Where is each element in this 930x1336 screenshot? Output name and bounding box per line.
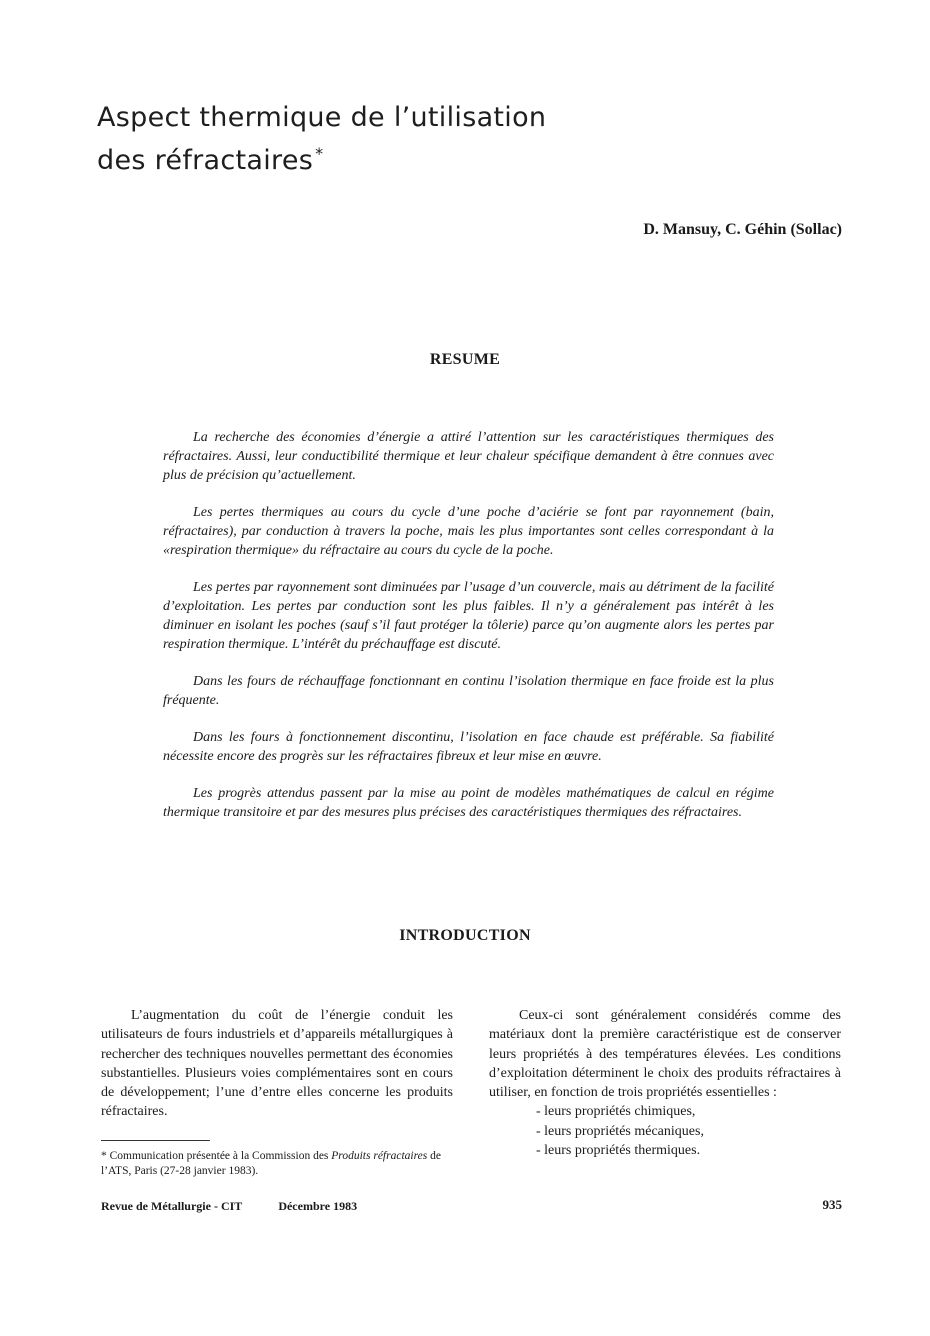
intro-right-paragraph: Ceux-ci sont généralement considérés comme des matériaux dont la première caractéristique est de conserver leurs propriétés à des températures élevées. Les conditions d’exploitation déterminent le choix des produits réfractaires à utiliser, en fonction de trois propriétés essentielles :	[489, 1008, 841, 1101]
journal-name: Revue de Métallurgie - CIT	[101, 1199, 243, 1213]
footnote	[101, 1149, 453, 1179]
abstract-paragraph: Les pertes par rayonnement sont diminuées par l’usage d’un couvercle, mais au détriment de la facilité d’exploitation. Les pertes par conduction sont les plus faibles. Il n’y a généralement pas intérêt à les diminuer en isolant les poches (sauf s’il faut protéger la tôlerie) parce qu’on augmente alors les pertes par respiration thermique. L’intérêt du préchauffage est discuté.	[163, 580, 774, 652]
issue-date: Décembre 1983	[278, 1199, 358, 1213]
intro-left-paragraph: L’augmentation du coût de l’énergie conduit les utilisateurs de fours industriels et d’appareils métallurgiques à rechercher des techniques nouvelles permettant des économies substantielles. Plusieurs voies complémentaires sont en cours de développement; l’une d’entre elles concerne les produits réfractaires.	[101, 1008, 453, 1120]
properties-list	[489, 1102, 841, 1160]
abstract-paragraph: La recherche des économies d’énergie a attiré l’attention sur les caractéristiques thermiques des réfractaires. Aussi, leur conductibilité thermique et leur chaleur spécifique demandent à être connues avec plus de précision qu’actuellement.	[163, 430, 774, 483]
list-item: - leurs propriétés chimiques,	[536, 1104, 696, 1120]
footnote-text-end: de l’ATS, Paris (27-28 janvier 1983).	[101, 1150, 441, 1177]
list-item: - leurs propriétés mécaniques,	[536, 1123, 704, 1139]
abstract-paragraph: Les pertes thermiques au cours du cycle d’une poche d’aciérie se font par rayonnement (bain, réfractaires), par conduction à travers la poche, mais les plus importantes sont celles correspondant à la «respiration thermique» du réfractaire au cours du cycle de la poche.	[163, 505, 774, 558]
abstract-paragraph: Dans les fours à fonctionnement discontinu, l’isolation en face chaude est préférable. Sa fiabilité nécessite encore des progrès sur les réfractaires fibreux et leur mise en œuvre.	[163, 730, 774, 764]
title-line-2-text: des réfractaires	[97, 145, 314, 176]
running-footer	[101, 1199, 357, 1214]
footnote-text: Communication présentée à la Commission des	[109, 1150, 329, 1162]
abstract-paragraph: Dans les fours de réchauffage fonctionnant en continu l’isolation thermique en face froide est la plus fréquente.	[163, 674, 774, 708]
title-footnote-marker: *	[315, 144, 324, 163]
page-number: 935	[822, 1197, 842, 1212]
title-line-2	[97, 136, 657, 179]
introduction-heading: INTRODUCTION	[399, 927, 531, 944]
intro-right-column	[489, 1006, 841, 1160]
list-item: - leurs propriétés thermiques.	[536, 1143, 701, 1159]
footnote-divider	[101, 1140, 210, 1141]
abstract-paragraph: Les progrès attendus passent par la mise au point de modèles mathématiques de calcul en régime thermique transitoire et par des mesures plus précises des caractéristiques thermiques des réfractaires.	[163, 786, 774, 820]
article-title	[97, 100, 657, 179]
authors: D. Mansuy, C. Géhin (Sollac)	[643, 221, 842, 238]
footnote-marker: *	[101, 1150, 107, 1162]
footnote-italic: Produits réfractaires	[331, 1150, 428, 1162]
resume-heading: RESUME	[429, 351, 501, 368]
title-line-1: Aspect thermique de l’utilisation	[97, 102, 547, 133]
intro-left-column	[101, 1006, 453, 1122]
abstract	[163, 428, 774, 840]
